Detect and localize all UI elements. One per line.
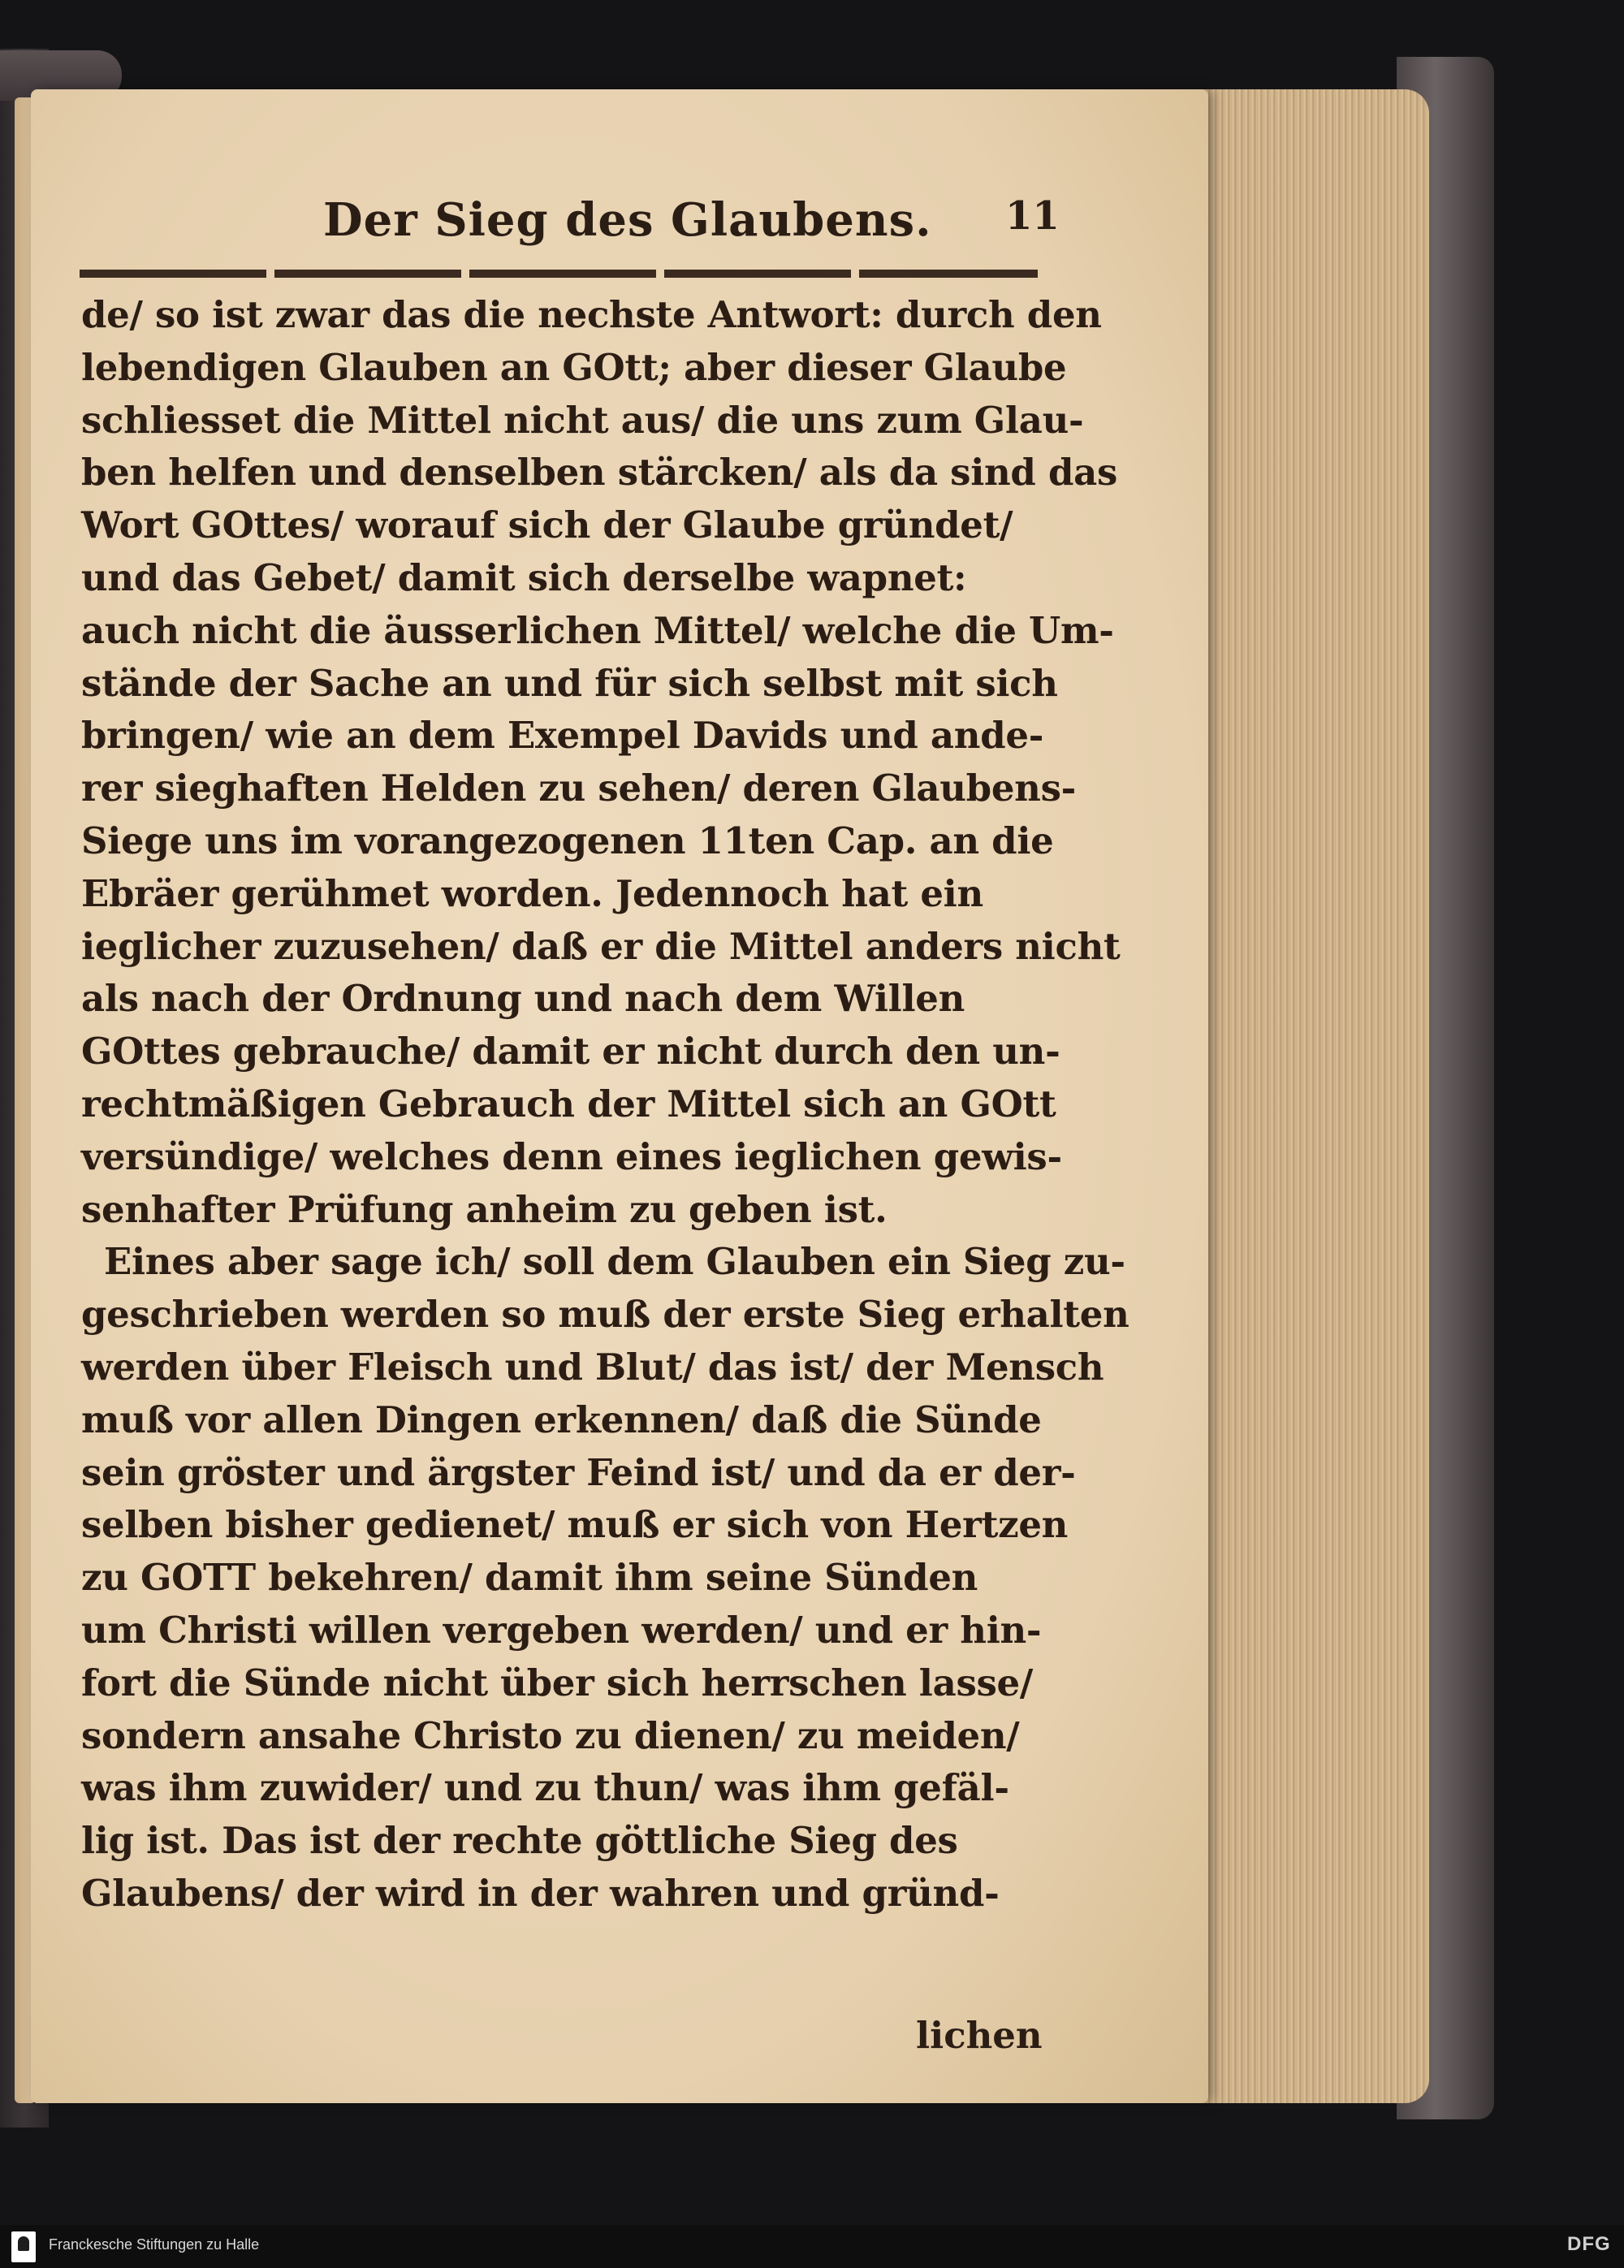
text-line: lig ist. Das ist der rechte göttliche Sieg des [81,1819,958,1863]
text-line: Ebräer gerühmet worden. Jedennoch hat ein [81,871,983,915]
header-rule [80,270,1038,278]
catchword: lichen [916,2014,1043,2057]
text-line: sondern ansahe Christo zu dienen/ zu meiden/ [81,1713,1020,1757]
text-line: zu GOTT bekehren/ damit ihm seine Sünden [81,1556,978,1600]
institution-logo-icon [11,2231,36,2262]
text-line: um Christi willen vergeben werden/ und er hin- [81,1608,1042,1652]
text-line: selben bisher gedienet/ muß er sich von Hertzen [81,1503,1069,1547]
text-line: fort die Sünde nicht über sich herrschen lasse/ [81,1661,1033,1704]
text-line: lebendigen Glauben an GOtt; aber dieser Glaube [81,345,1067,389]
body-text [81,289,1129,1920]
text-line: ieglicher zuzusehen/ daß er die Mittel anders nicht [81,924,1121,968]
page-number: 11 [1005,193,1060,239]
text-line: bringen/ wie an dem Exempel Davids und ande- [81,714,1044,758]
text-line: Siege uns im vorangezogenen 11ten Cap. an die [81,819,1054,862]
text-line: rer sieghaften Helden zu sehen/ deren Glaubens- [81,767,1077,810]
text-line: ben helfen und denselben stärcken/ als da sind das [81,451,1118,495]
text-line: auch nicht die äusserlichen Mittel/ welche die Um- [81,608,1114,652]
text-line: stände der Sache an und für sich selbst mit sich [81,661,1058,705]
institution-name: Franckesche Stiftungen zu Halle [49,2236,260,2253]
text-line: als nach der Ordnung und nach dem Willen [81,977,965,1021]
text-line: geschrieben werden so muß der erste Sieg erhalten [81,1293,1129,1337]
text-line: Eines aber sage ich/ soll dem Glauben ein Sieg zu- [104,1240,1125,1284]
text-line: versündige/ welches denn eines ieglichen gewis- [81,1134,1062,1178]
text-line: was ihm zuwider/ und zu thun/ was ihm gefäl- [81,1766,1009,1810]
text-line: Glaubens/ der wird in der wahren und gründ- [81,1871,1000,1915]
book-page [31,89,1208,2103]
text-line: sein gröster und ärgster Feind ist/ und da er der- [81,1450,1076,1494]
text-line: de/ so ist zwar das die nechste Antwort: durch den [81,293,1102,336]
text-line: GOttes gebrauche/ damit er nicht durch den un- [81,1030,1060,1074]
viewer-footer [0,2225,1624,2268]
text-line: werden über Fleisch und Blut/ das ist/ der Mensch [81,1345,1104,1389]
running-head: Der Sieg des Glaubens. [323,193,932,247]
text-line: Wort GOttes/ worauf sich der Glaube gründet/ [81,503,1013,547]
text-line: muß vor allen Dingen erkennen/ daß die Sünde [81,1398,1042,1441]
text-line: schliesset die Mittel nicht aus/ die uns zum Glau- [81,398,1084,442]
text-line: und das Gebet/ damit sich derselbe wapnet: [81,555,967,599]
text-line: senhafter Prüfung anheim zu geben ist. [81,1187,888,1231]
page-block-edges [1186,89,1429,2103]
text-line: rechtmäßigen Gebrauch der Mittel sich an GOtt [81,1082,1056,1125]
dfg-logo: DFG [1567,2233,1611,2255]
